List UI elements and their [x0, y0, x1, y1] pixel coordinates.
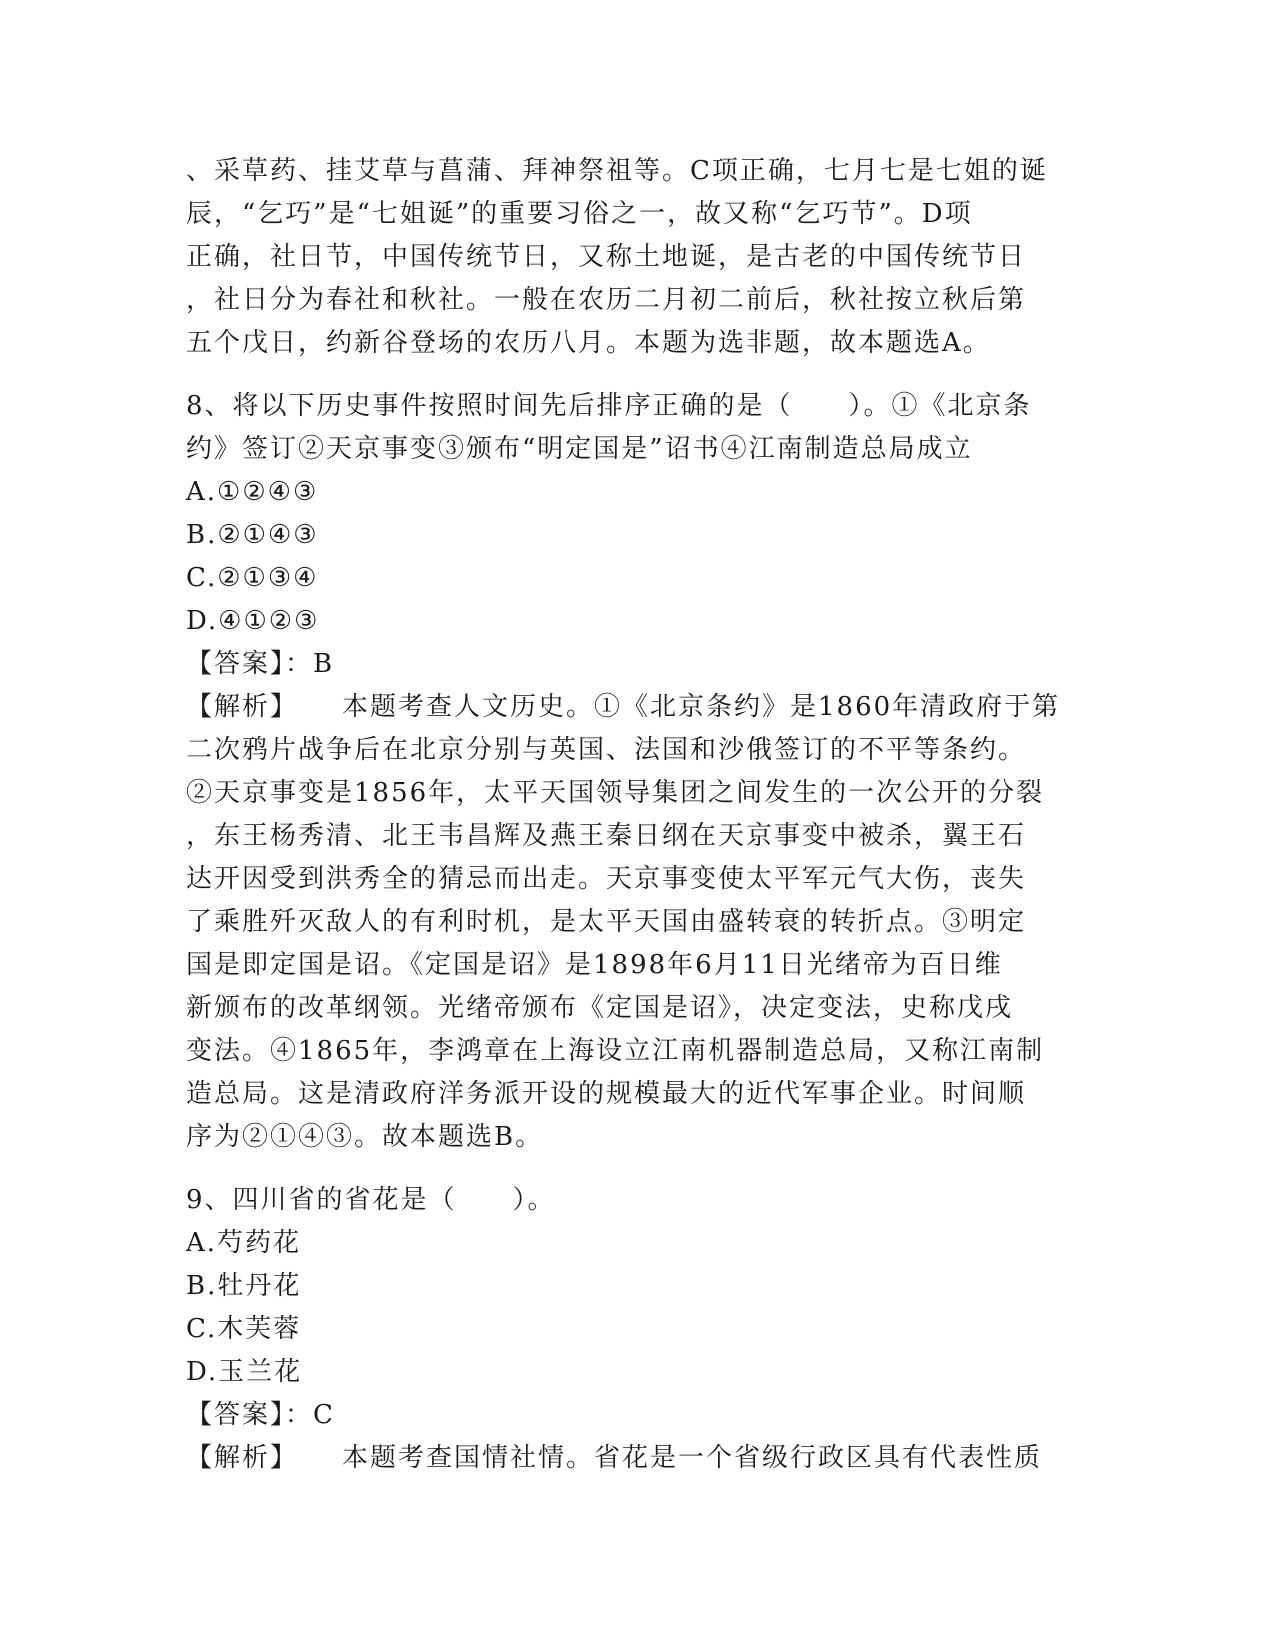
option-d: D.④①②③	[186, 606, 320, 636]
document-page	[186, 150, 1082, 1480]
option-b: B.②①④③	[186, 520, 319, 550]
text-line: 、采草药、挂艾草与菖蒲、拜神祭祖等。C项正确，七月七是七姐的诞	[186, 156, 1048, 186]
question-8	[186, 385, 1082, 1159]
analysis-text: 本题考查国情社情。省花是一个省级行政区具有代表性质	[342, 1443, 1043, 1473]
answer-line	[186, 1394, 1082, 1437]
text-line: 辰，“乞巧”是“七姐诞”的重要习俗之一，故又称“乞巧节”。D项	[186, 199, 973, 229]
analysis-text: 本题考查人文历史。①《北京条约》是1860年清政府于第	[342, 692, 1061, 722]
answer-line	[186, 643, 1082, 686]
question-9	[186, 1179, 1082, 1480]
analysis-line	[186, 686, 1082, 729]
answer-label: 【答案】：	[186, 1400, 314, 1430]
prev-explanation	[186, 150, 1082, 365]
answer-value: C	[313, 1400, 335, 1430]
spacer	[186, 1159, 1082, 1179]
text-line: 正确，社日节，中国传统节日，又称土地诞，是古老的中国传统节日	[186, 242, 1027, 272]
analysis-label: 【解析】	[186, 692, 299, 722]
option-c: C.木芙蓉	[186, 1314, 302, 1344]
analysis-label: 【解析】	[186, 1443, 299, 1473]
answer-value: B	[313, 649, 335, 679]
option-a: A.芍药花	[186, 1228, 302, 1258]
text-line: 五个戊日，约新谷登场的农历八月。本题为选非题，故本题选A。	[186, 328, 991, 358]
option-d: D.玉兰花	[186, 1357, 303, 1387]
option-b: B.牡丹花	[186, 1271, 302, 1301]
text-line: 序为②①④③。故本题选B。	[186, 1122, 544, 1152]
option-c: C.②①③④	[186, 563, 319, 593]
text-line: ，东王杨秀清、北王韦昌辉及燕王秦日纲在天京事变中被杀，翼王石	[186, 821, 1027, 851]
question-stem: 8、将以下历史事件按照时间先后排序正确的是（ ）。①《北京条	[186, 391, 1032, 421]
analysis-line	[186, 1437, 1082, 1480]
text-line: 二次鸦片战争后在北京分别与英国、法国和沙俄签订的不平等条约。	[186, 735, 1027, 765]
option-a: A.①②④③	[186, 477, 319, 507]
text-line: 新颁布的改革纲领。光绪帝颁布《定国是诏》，决定变法，史称戊戌	[186, 993, 1014, 1023]
question-stem: 9、四川省的省花是（ ）。	[186, 1185, 556, 1215]
spacer	[186, 365, 1082, 385]
text-line: ②天京事变是1856年，太平天国领导集团之间发生的一次公开的分裂	[186, 778, 1045, 808]
text-line: 变法。④1865年，李鸿章在上海设立江南机器制造总局，又称江南制	[186, 1036, 1045, 1066]
text-line: 达开因受到洪秀全的猜忌而出走。天京事变使太平军元气大伤，丧失	[186, 864, 1027, 894]
text-line: 造总局。这是清政府洋务派开设的规模最大的近代军事企业。时间顺	[186, 1079, 1027, 1109]
question-stem: 约》签订②天京事变③颁布“明定国是”诏书④江南制造总局成立	[186, 434, 973, 464]
answer-label: 【答案】：	[186, 649, 314, 679]
text-line: 了乘胜歼灭敌人的有利时机，是太平天国由盛转衰的转折点。③明定	[186, 907, 1027, 937]
text-line: 国是即定国是诏。《定国是诏》是1898年6月11日光绪帝为百日维	[186, 950, 1003, 980]
text-line: ，社日分为春社和秋社。一般在农历二月初二前后，秋社按立秋后第	[186, 285, 1027, 315]
